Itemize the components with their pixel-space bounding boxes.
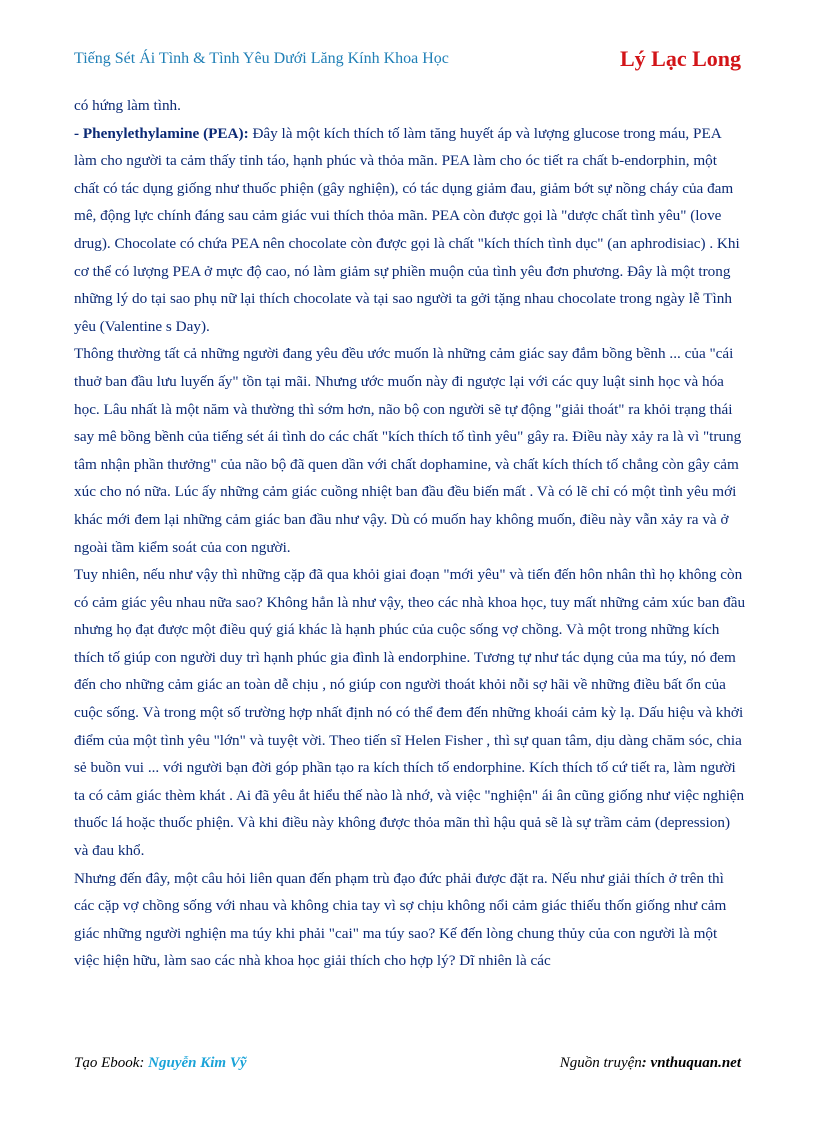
pea-description: Đây là một kích thích tố làm tăng huyết áp và lượng glucose trong máu, PEA làm cho người ta cảm thấy tỉnh táo, hạnh phúc và thỏa mãn. PEA làm cho óc tiết ra chất b-endorphin, một chất có tác dụng giống như thuốc phiện (gây nghiện), có tác dụng giảm đau, giảm bớt sự nồng cháy của đam mê, động lực chính đáng sau cảm giác vui thích thỏa mãn. PEA còn được gọi là "dược chất tình yêu" (love drug). Chocolate có chứa PEA nên chocolate còn được gọi là chất "kích thích tình dục" (an aphrodisiac) . Khi cơ thể có lượng PEA ở mực độ cao, nó làm giảm sự phiền muộn của tình yêu đơn phương. Đây là một trong những lý do tại sao phụ nữ lại thích chocolate và tại sao người ta gởi tặng nhau chocolate trong ngày lễ Tình yêu (Valentine s Day). (74, 124, 740, 335)
paragraph-continuation: có hứng làm tình. (74, 97, 181, 114)
book-title: Tiếng Sét Ái Tình & Tình Yêu Dưới Lăng Kính Khoa Học (74, 50, 449, 67)
source-separator: : (641, 1055, 651, 1071)
ebook-creator-name: Nguyễn Kim Vỹ (148, 1055, 247, 1071)
ebook-separator: : (139, 1055, 149, 1071)
author-name: Lý Lạc Long (619, 46, 741, 71)
paragraph-love-fades: Thông thường tất cả những người đang yêu đều ước muốn là những cảm giác say đắm bồng bềnh ... của "cái thuở ban đầu lưu luyến ấy" tồn tại mãi. Nhưng ước muốn này đi ngược lại với các quy luật sinh học và hóa học. Lâu nhất là một năm và thường thì sớm hơn, não bộ con người sẽ tự động "giải thoát" ra khỏi trạng thái say mê bồng bềnh của tiếng sét ái tình do các chất "kích thích tố tình yêu" gây ra. Điều này xảy ra là vì "trung tâm nhận phần thưởng" của não bộ đã quen dần với chất dophamine, và chất kích thích tố chẳng còn gây cảm xúc cho nó nữa. Lúc ấy những cảm giác cuồng nhiệt ban đầu đều biến mất . Và có lẽ chỉ có một tình yêu mới khác mới đem lại những cảm giác ban đầu như vậy. Dù có muốn hay không muốn, điều này vẫn xảy ra và ở ngoài tầm kiểm soát của con người. (74, 345, 742, 556)
paragraph-moral-question: Nhưng đến đây, một câu hỏi liên quan đến phạm trù đạo đức phải được đặt ra. Nếu như giải thích ở trên thì các cặp vợ chồng sống với nhau và không chia tay vì sợ chịu không nổi cảm giác thiếu thốn giống như cảm giác những người nghiện ma túy khi phải "cai" ma túy sao? Kế đến lòng chung thủy của con người là một việc hiện hữu, làm sao các nhà khoa học giải thích cho hợp lý? Dĩ nhiên là các (74, 869, 727, 970)
source-credit (560, 1055, 741, 1072)
ebook-label: Tạo Ebook (74, 1055, 140, 1071)
source-label: Nguồn truyện (559, 1055, 642, 1071)
paragraph-endorphine: Tuy nhiên, nếu như vậy thì những cặp đã qua khỏi giai đoạn "mới yêu" và tiến đến hôn nhân thì họ không còn có cảm giác yêu nhau nữa sao? Không hẳn là như vậy, theo các nhà khoa học, tuy mất những cảm xúc ban đầu nhưng họ đạt được một điều quý giá khác là hạnh phúc của cuộc sống vợ chồng. Và một trong những kích thích tố giúp con người duy trì hạnh phúc gia đình là endorphine. Tương tự như tác dụng của ma túy, nó đem đến cho những cảm giác an toàn dễ chịu , nó giúp con người thoát khỏi nỗi sợ hãi về những điều bất ổn của cuộc sống. Và trong một số trường hợp nhất định nó có thể đem đến những khoái cảm kỳ lạ. Dấu hiệu và khởi điểm của một tình yêu "lớn" và tuyệt vời. Theo tiến sĩ Helen Fisher , thì sự quan tâm, dịu dàng chăm sóc, chia sẻ buồn vui ... với người bạn đời góp phần tạo ra kích thích tố endorphine. Kích thích tố cứ tiết ra, làm người ta có cảm giác thèm khát . Ai đã yêu ắt hiểu thế nào là nhớ, và việc "nghiện" ái ân cũng giống như việc nghiện thuốc lá hoặc thuốc phiện. Và khi điều này không được thỏa mãn thì hậu quả sẽ là sự trầm cảm (depression) và đau khổ. (74, 566, 746, 860)
pea-term: - Phenylethylamine (PEA): (74, 124, 249, 142)
source-site: vnthuquan.net (650, 1055, 741, 1071)
paragraph-pea (74, 120, 746, 341)
ebook-credit (74, 1055, 247, 1072)
page-body (74, 92, 746, 975)
